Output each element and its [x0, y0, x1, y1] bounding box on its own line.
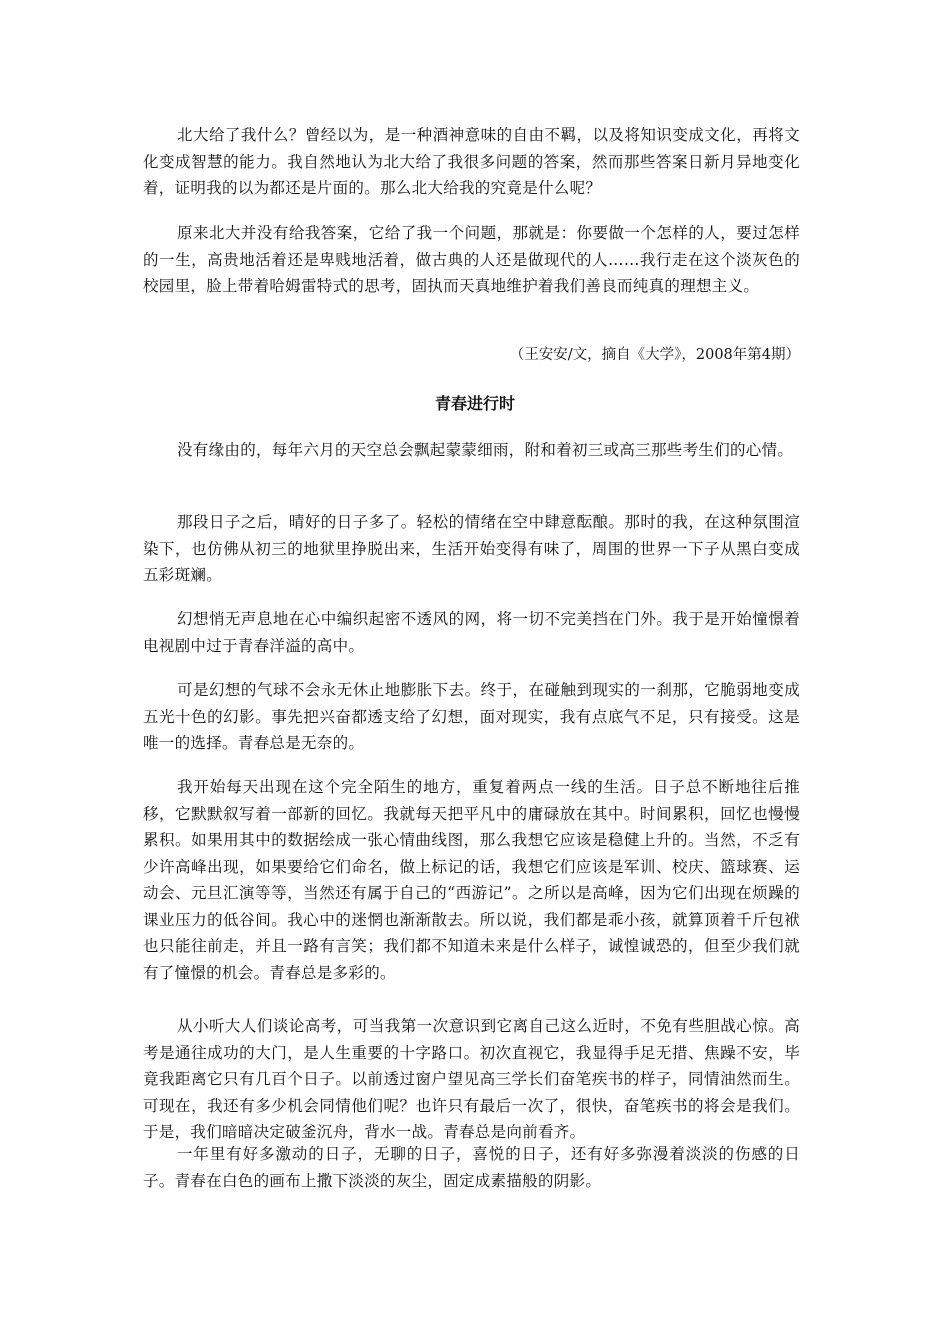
- paragraph: 一年里有好多激动的日子，无聊的日子，喜悦的日子，还有好多弥漫着淡淡的伤感的日子。青春在白色的画布上撒下淡淡的灰尘，固定成素描般的阴影。: [143, 1145, 800, 1190]
- paragraph: 北大给了我什么？曾经以为，是一种酒神意味的自由不羁，以及将知识变成文化，再将文化变成智慧的能力。我自然地认为北大给了我很多问题的答案，然而那些答案日新月异地变化着，证明我的以为都还是片面的。那么北大给我的究竟是什么呢？: [143, 126, 800, 197]
- paragraph: 那段日子之后，晴好的日子多了。轻松的情绪在空中肆意酝酿。那时的我，在这种氛围渲染下，也仿佛从初三的地狱里挣脱出来，生活开始变得有味了，周围的世界一下子从黑白变成五彩斑斓。: [143, 513, 800, 584]
- source-citation: （王安安/文，摘自《大学》，2008年第4期）: [509, 347, 800, 363]
- paragraph: 可是幻想的气球不会永无休止地膨胀下去。终于，在碰触到现实的一刹那，它脆弱地变成五光十色的幻影。事先把兴奋都透支给了幻想，面对现实，我有点底气不足，只有接受。这是唯一的选择。青春总是无奈的。: [143, 681, 800, 752]
- paragraph: 没有缘由的，每年六月的天空总会飘起蒙蒙细雨，附和着初三或高三那些考生们的心情。: [177, 441, 794, 459]
- paragraph: 从小听大人们谈论高考，可当我第一次意识到它离自己这么近时，不免有些胆战心惊。高考是通往成功的大门，是人生重要的十字路口。初次直视它，我显得手足无措、焦躁不安，毕竟我距离它只有几百个日子。以前透过窗户望见高三学长们奋笔疾书的样子，同情油然而生。可现在，我还有多少机会同情他们呢？也许只有最后一次了，很快，奋笔疾书的将会是我们。于是，我们暗暗决定破釜沉舟，背水一战。青春总是向前看齐。: [143, 1017, 800, 1141]
- article-title: 青春进行时: [434, 394, 515, 413]
- paragraph: 我开始每天出现在这个完全陌生的地方，重复着两点一线的生活。日子总不断地往后推移，它默默叙写着一部新的回忆。我就每天把平凡中的庸碌放在其中。时间累积，回忆也慢慢累积。如果用其中的数据绘成一张心情曲线图，那么我想它应该是稳健上升的。当然，不乏有少许高峰出现，如果要给它们命名，做上标记的话，我想它们应该是军训、校庆、篮球赛、运动会、元旦汇演等等，当然还有属于自己的“西游记”。之所以是高峰，因为它们出现在烦躁的课业压力的低谷间。我心中的迷惘也渐渐散去。所以说，我们都是乖小孩，就算顶着千斤包袱也只能往前走，并且一路有言笑；我们都不知道未来是什么样子，诚惶诚恐的，但至少我们就有了憧憬的机会。青春总是多彩的。: [143, 778, 800, 982]
- paragraph: 原来北大并没有给我答案，它给了我一个问题，那就是：你要做一个怎样的人，要过怎样的一生，高贵地活着还是卑贱地活着，做古典的人还是做现代的人……我行走在这个淡灰色的校园里，脸上带着哈姆雷特式的思考，固执而天真地维护着我们善良而纯真的理想主义。: [143, 224, 800, 295]
- paragraph: 幻想悄无声息地在心中编织起密不透风的网，将一切不完美挡在门外。我于是开始憧憬着电视剧中过于青春洋溢的高中。: [143, 610, 800, 655]
